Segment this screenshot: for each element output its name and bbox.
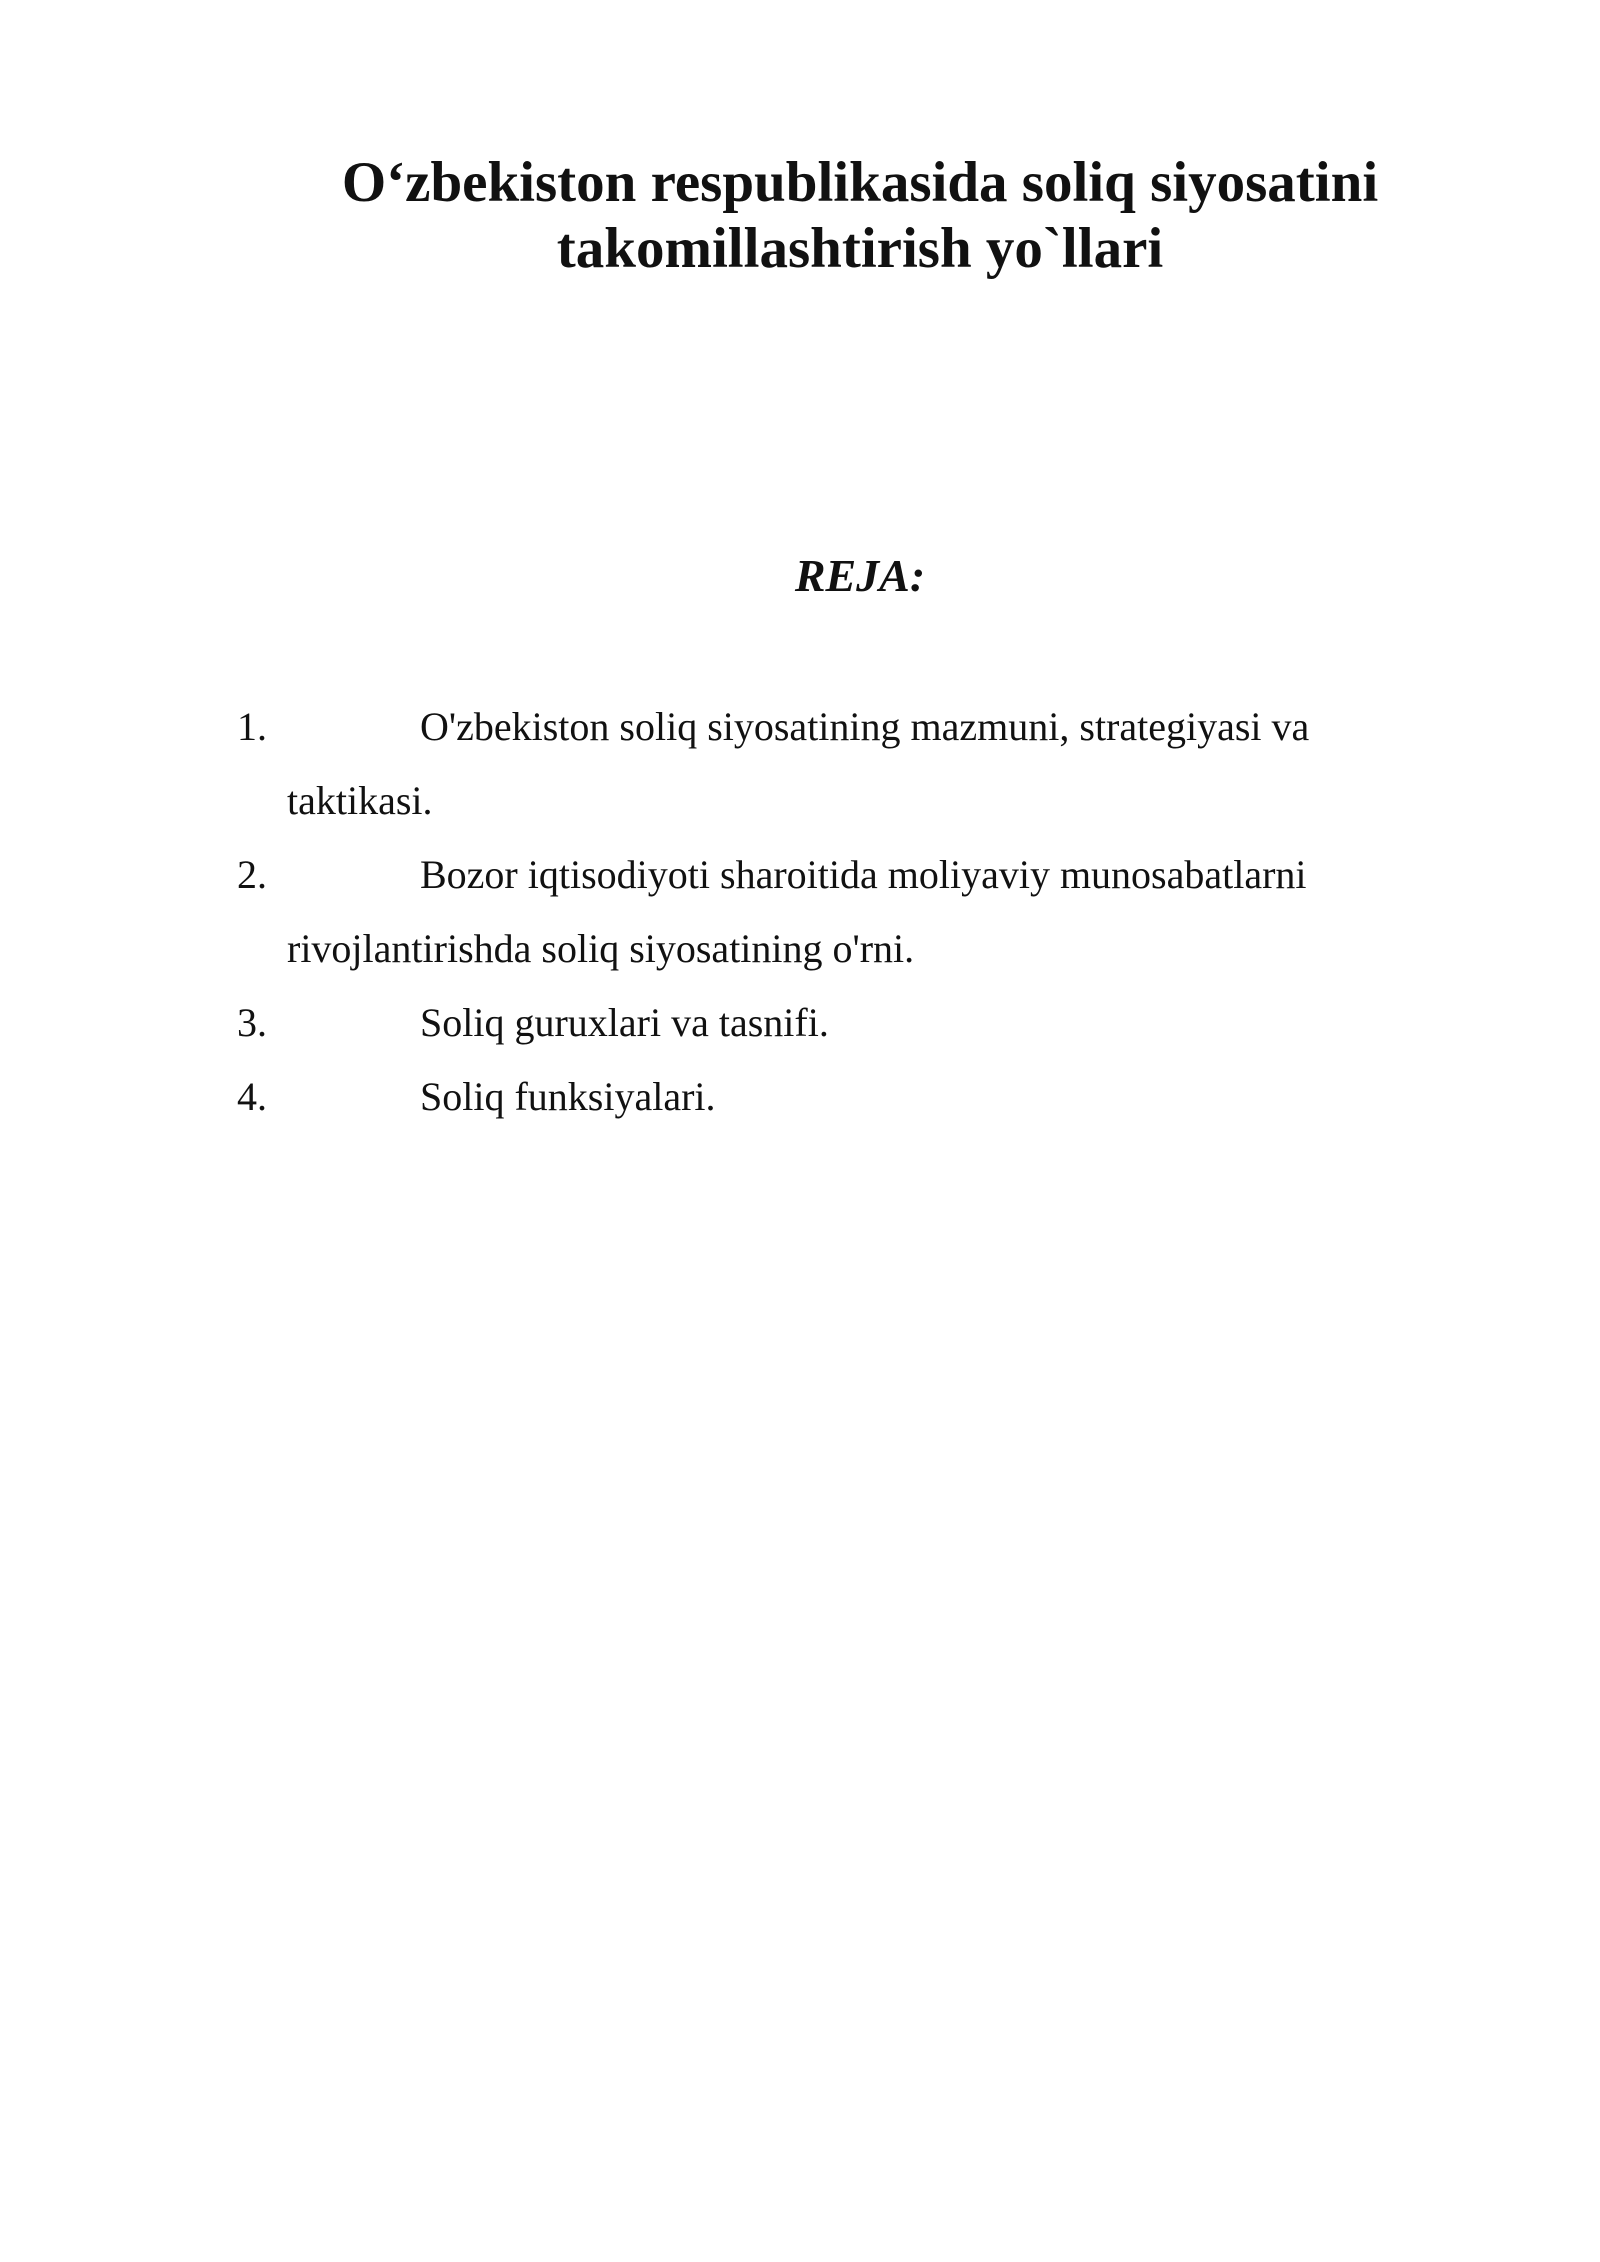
- document-title-line-1: O‘zbekiston respublikasida soliq siyosatini: [341, 151, 1379, 214]
- plan-item-text: Bozor iqtisodiyoti sharoitida moliyaviy munosabatlarni: [420, 852, 1307, 897]
- plan-heading: REJA:: [794, 550, 926, 601]
- document-title: [300, 150, 1420, 282]
- plan-item-text-continuation: taktikasi.: [287, 778, 433, 823]
- plan-item-text: O'zbekiston soliq siyosatining mazmuni, strategiyasi va: [420, 704, 1310, 749]
- plan-list: [0, 690, 1600, 1134]
- plan-item-text-continuation: rivojlantirishda soliq siyosatining o'rni.: [287, 926, 915, 971]
- plan-item-number: 1.: [237, 704, 267, 749]
- plan-item-number: 3.: [237, 1000, 267, 1045]
- plan-item-1: [0, 690, 1600, 838]
- plan-item-text: Soliq funksiyalari.: [420, 1074, 716, 1119]
- plan-item-4: [0, 1060, 1600, 1134]
- document-title-line-2: takomillashtirish yo`llari: [556, 217, 1164, 280]
- plan-item-number: 2.: [237, 852, 267, 897]
- plan-item-number: 4.: [237, 1074, 267, 1119]
- plan-item-3: [0, 986, 1600, 1060]
- plan-item-text: Soliq guruxlari va tasnifi.: [420, 1000, 829, 1045]
- plan-item-2: [0, 838, 1600, 986]
